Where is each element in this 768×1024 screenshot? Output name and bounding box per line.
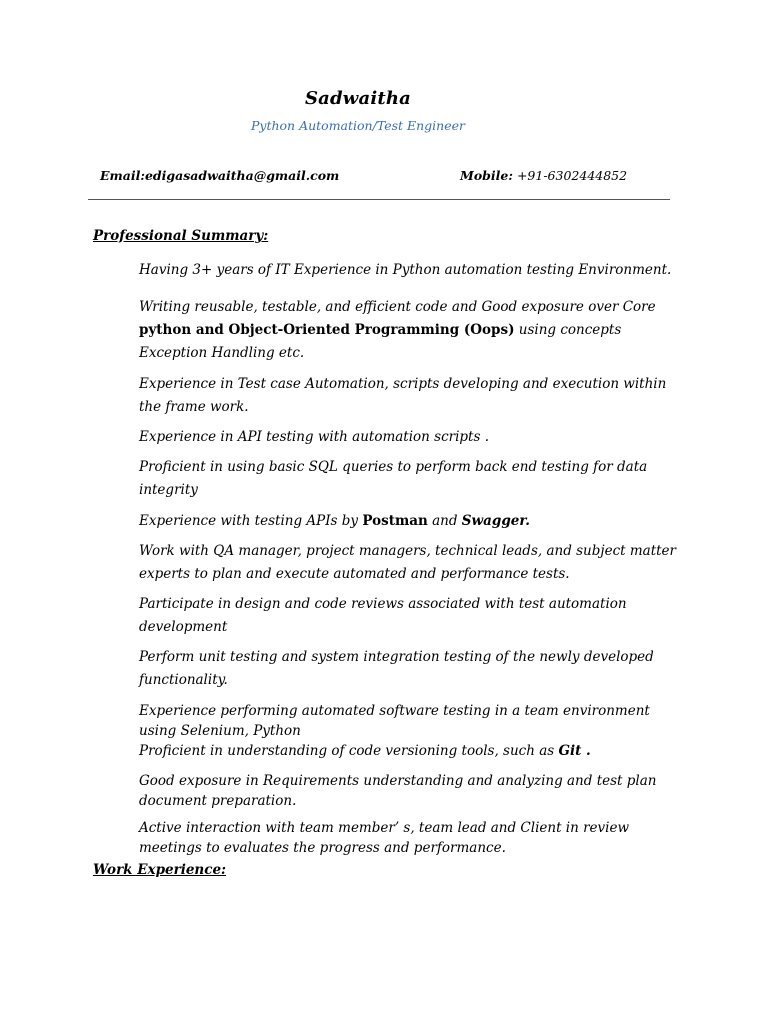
summary-paragraph: Experience in API testing with automation scripts . (139, 429, 489, 445)
mobile-value: +91-6302444852 (512, 168, 628, 183)
summary-text: Experience with testing APIs by (139, 513, 363, 529)
summary-paragraph: Good exposure in Requirements understanding and analyzing and test plan document preparation. (139, 773, 657, 809)
summary-paragraph: Work with QA manager, project managers, technical leads, and subject matter experts to plan and execute automated and performance tests. (139, 543, 676, 582)
summary-paragraph: Experience performing automated software testing in a team environment using Selenium, Python (139, 703, 650, 739)
header-divider (88, 199, 670, 200)
email-line (100, 168, 339, 183)
mobile-line (460, 168, 627, 183)
summary-bold-text: python and Object-Oriented Programming (Oops) (139, 322, 515, 338)
summary-text: Writing reusable, testable, and efficient code and Good exposure over Core (139, 299, 656, 315)
summary-paragraph: Having 3+ years of IT Experience in Python automation testing Environment. (139, 262, 672, 278)
summary-paragraph (139, 296, 684, 365)
mobile-label: Mobile: (460, 168, 513, 183)
professional-summary-heading: Professional Summary: (93, 228, 269, 244)
resume-name: Sadwaitha (304, 88, 412, 109)
summary-paragraph: Experience in Test case Automation, scripts developing and execution within the frame work. (139, 376, 667, 415)
resume-role: Python Automation/Test Engineer (250, 118, 465, 133)
work-experience-heading: Work Experience: (93, 862, 227, 878)
summary-text: Proficient in understanding of code versioning tools, such as (139, 743, 559, 759)
summary-paragraph: Perform unit testing and system integration testing of the newly developed functionality. (139, 649, 654, 688)
summary-text: using concepts Exception Handling etc. (139, 322, 622, 361)
summary-paragraph: Proficient in using basic SQL queries to perform back end testing for data integrity (139, 459, 648, 498)
summary-paragraph (139, 741, 684, 761)
summary-bold-text: Git . (558, 743, 591, 759)
summary-paragraph (139, 510, 684, 533)
summary-paragraph: Active interaction with team member’ s, team lead and Client in review meetings to evaluates the progress and performance. (139, 820, 630, 856)
summary-bold-text: Swagger. (461, 513, 530, 529)
summary-paragraph: Participate in design and code reviews associated with test automation development (139, 596, 627, 635)
email-value: edigasadwaitha@gmail.com (144, 168, 340, 183)
summary-text: and (427, 513, 462, 529)
email-label: Email: (100, 168, 145, 183)
summary-bold-text: Postman (362, 513, 428, 529)
